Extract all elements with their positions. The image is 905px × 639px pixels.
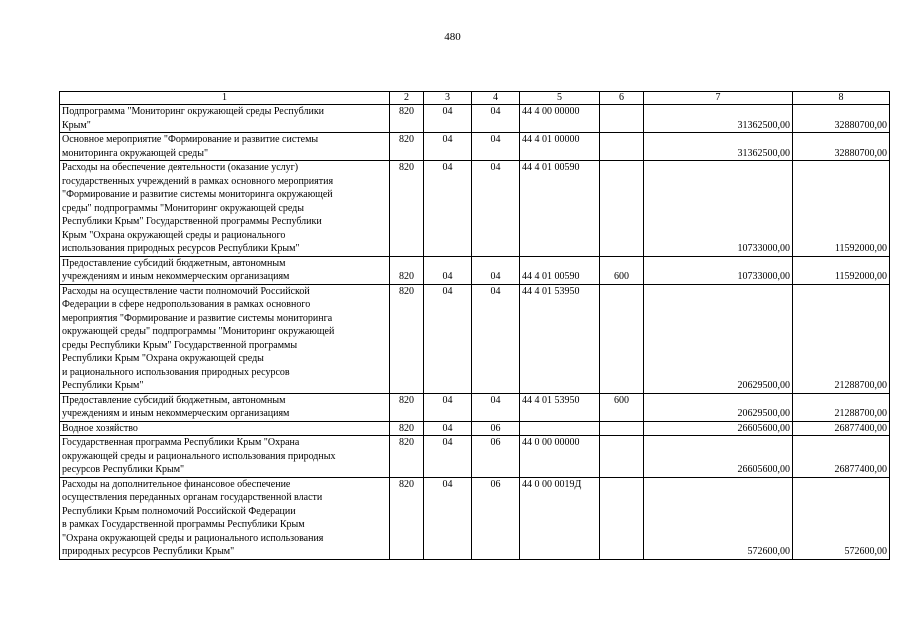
row-name-line: Республики Крым" Государственной программы Республики — [62, 216, 322, 227]
expense-type-cell — [600, 161, 644, 257]
row-name-cell — [60, 256, 390, 284]
row-name-line: учреждениям и иным некоммерческим организациям — [62, 408, 290, 419]
expense-type-cell — [600, 421, 644, 436]
subsection-code-cell: 04 — [472, 105, 520, 133]
row-name-line: мониторинга окружающей среды" — [62, 147, 209, 159]
amount-year2-cell: 32880700,00 — [793, 133, 890, 161]
amount-year1-cell: 31362500,00 — [644, 105, 793, 133]
row-name-line: Федерации в сфере недропользования в рамках основного — [62, 299, 311, 310]
ministry-code-cell: 820 — [390, 436, 424, 478]
expense-type-cell — [600, 477, 644, 559]
amount-year2-cell: 11592000,00 — [793, 256, 890, 284]
expense-type-cell: 600 — [600, 256, 644, 284]
header-cell: 5 — [520, 92, 600, 105]
row-name-line: Расходы на обеспечение деятельности (оказание услуг) — [62, 162, 299, 173]
section-code-cell: 04 — [424, 256, 472, 284]
ministry-code-cell: 820 — [390, 105, 424, 133]
header-cell: 3 — [424, 92, 472, 105]
subsection-code-cell: 04 — [472, 161, 520, 257]
section-code-cell: 04 — [424, 477, 472, 559]
row-name-line: "Формирование и развитие системы мониторинга окружающей — [62, 189, 333, 200]
row-name-line: в рамках Государственной программы Республики Крым — [62, 519, 305, 530]
row-name-cell — [60, 284, 390, 393]
row-name-line: Предоставление субсидий бюджетным, автономным — [62, 257, 286, 269]
table-row — [60, 436, 890, 478]
target-article-cell: 44 0 00 00000 — [520, 436, 600, 478]
row-name-line: использования природных ресурсов Республики Крым" — [62, 243, 300, 254]
table-row — [60, 161, 890, 257]
row-name-cell — [60, 105, 390, 133]
row-name-line: государственных учреждений в рамках основного мероприятия — [62, 175, 334, 187]
amount-year1-cell: 31362500,00 — [644, 133, 793, 161]
amount-year1-cell: 26605600,00 — [644, 436, 793, 478]
header-cell: 2 — [390, 92, 424, 105]
page-number: 480 — [444, 31, 461, 43]
amount-year1-cell: 20629500,00 — [644, 393, 793, 421]
amount-year1-cell: 572600,00 — [644, 477, 793, 559]
amount-year2-cell: 21288700,00 — [793, 393, 890, 421]
amount-year1-cell: 10733000,00 — [644, 161, 793, 257]
subsection-code-cell: 04 — [472, 256, 520, 284]
subsection-code-cell: 06 — [472, 477, 520, 559]
row-name-cell — [60, 436, 390, 478]
row-name-line: Подпрограмма "Мониторинг окружающей среды Республики — [62, 106, 325, 117]
target-article-cell: 44 4 01 00000 — [520, 133, 600, 161]
row-name-line: и рационального использования природных ресурсов — [62, 366, 290, 378]
amount-year2-cell: 26877400,00 — [793, 421, 890, 436]
subsection-code-cell: 04 — [472, 284, 520, 393]
amount-year1-cell: 26605600,00 — [644, 421, 793, 436]
target-article-cell: 44 4 00 00000 — [520, 105, 600, 133]
row-name-line: среды" подпрограммы "Мониторинг окружающей среды — [62, 202, 304, 214]
expense-type-cell — [600, 436, 644, 478]
row-name-cell — [60, 393, 390, 421]
subsection-code-cell: 06 — [472, 421, 520, 436]
row-name-line: Республики Крым полномочий Российской Федерации — [62, 505, 296, 517]
table-row — [60, 393, 890, 421]
expense-type-cell — [600, 133, 644, 161]
row-name-line: мероприятия "Формирование и развитие системы мониторинга — [62, 312, 333, 324]
header-cell: 7 — [644, 92, 793, 105]
row-name-line: Государственная программа Республики Крым "Охрана — [62, 437, 300, 448]
row-name-line: Республики Крым" — [62, 380, 144, 391]
amount-year2-cell: 572600,00 — [793, 477, 890, 559]
row-name-line: осуществления переданных органам государственной власти — [62, 492, 323, 503]
row-name-cell — [60, 161, 390, 257]
amount-year1-cell: 20629500,00 — [644, 284, 793, 393]
expense-type-cell: 600 — [600, 393, 644, 421]
header-cell: 8 — [793, 92, 890, 105]
target-article-cell: 44 4 01 00590 — [520, 161, 600, 257]
table-row — [60, 256, 890, 284]
row-name-line: учреждениям и иным некоммерческим организациям — [62, 271, 290, 282]
expense-type-cell — [600, 105, 644, 133]
row-name-cell — [60, 421, 390, 436]
ministry-code-cell: 820 — [390, 393, 424, 421]
ministry-code-cell: 820 — [390, 421, 424, 436]
row-name-line: Предоставление субсидий бюджетным, автономным — [62, 394, 286, 406]
row-name-line: Республики Крым "Охрана окружающей среды — [62, 353, 264, 364]
row-name-line: среды Республики Крым" Государственной программы — [62, 339, 298, 351]
row-name-line: природных ресурсов Республики Крым" — [62, 546, 235, 557]
section-code-cell: 04 — [424, 161, 472, 257]
row-name-line: Основное мероприятие "Формирование и развитие системы — [62, 134, 319, 145]
subsection-code-cell: 04 — [472, 133, 520, 161]
amount-year2-cell: 11592000,00 — [793, 161, 890, 257]
row-name-line: Крым" — [62, 119, 91, 131]
amount-year2-cell: 26877400,00 — [793, 436, 890, 478]
target-article-cell: 44 4 01 53950 — [520, 393, 600, 421]
ministry-code-cell: 820 — [390, 133, 424, 161]
target-article-cell — [520, 421, 600, 436]
subsection-code-cell: 04 — [472, 393, 520, 421]
amount-year1-cell: 10733000,00 — [644, 256, 793, 284]
ministry-code-cell: 820 — [390, 477, 424, 559]
row-name-line: Расходы на дополнительное финансовое обеспечение — [62, 478, 291, 490]
header-cell: 1 — [60, 92, 390, 105]
target-article-cell: 44 4 01 00590 — [520, 256, 600, 284]
row-name-line: ресурсов Республики Крым" — [62, 464, 185, 475]
subsection-code-cell: 06 — [472, 436, 520, 478]
table-row — [60, 284, 890, 393]
row-name-line: Крым "Охрана окружающей среды и рационального — [62, 229, 286, 241]
target-article-cell: 44 0 00 0019Д — [520, 477, 600, 559]
amount-year2-cell: 21288700,00 — [793, 284, 890, 393]
table-row — [60, 133, 890, 161]
row-name-line: "Охрана окружающей среды и рационального использования — [62, 532, 324, 544]
amount-year2-cell: 32880700,00 — [793, 105, 890, 133]
row-name-cell — [60, 133, 390, 161]
section-code-cell: 04 — [424, 284, 472, 393]
table-row — [60, 105, 890, 133]
ministry-code-cell: 820 — [390, 256, 424, 284]
section-code-cell: 04 — [424, 421, 472, 436]
table-row — [60, 477, 890, 559]
table-header-row — [60, 92, 890, 105]
header-cell: 6 — [600, 92, 644, 105]
row-name-line: окружающей среды" подпрограммы "Мониторинг окружающей — [62, 326, 335, 337]
row-name-line: Водное хозяйство — [62, 422, 138, 434]
ministry-code-cell: 820 — [390, 161, 424, 257]
ministry-code-cell: 820 — [390, 284, 424, 393]
row-name-line: окружающей среды и рационального использования природных — [62, 450, 336, 462]
section-code-cell: 04 — [424, 393, 472, 421]
row-name-line: Расходы на осуществление части полномочий Российской — [62, 285, 310, 297]
target-article-cell: 44 4 01 53950 — [520, 284, 600, 393]
section-code-cell: 04 — [424, 105, 472, 133]
header-cell: 4 — [472, 92, 520, 105]
table-row — [60, 421, 890, 436]
section-code-cell: 04 — [424, 436, 472, 478]
section-code-cell: 04 — [424, 133, 472, 161]
row-name-cell — [60, 477, 390, 559]
expense-type-cell — [600, 284, 644, 393]
budget-table — [59, 91, 890, 560]
